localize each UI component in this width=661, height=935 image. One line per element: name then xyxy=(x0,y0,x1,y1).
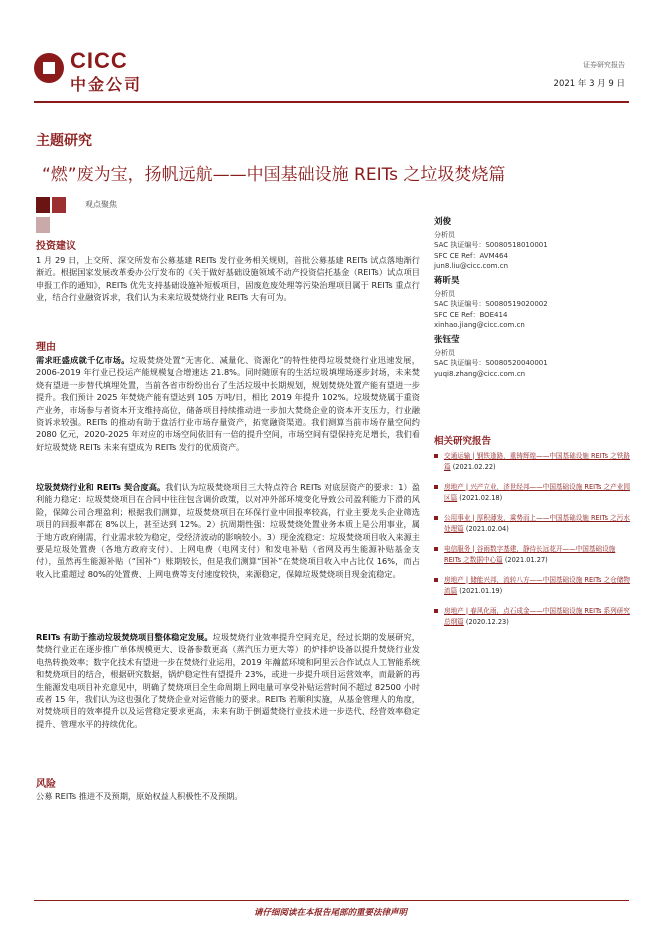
section-heading: 主题研究 xyxy=(36,133,92,149)
reason-paragraph-3 xyxy=(36,631,420,730)
investment-body: 1 月 29 日，上交所、深交所发布公募基建 REITs 发行业务相关规则，首批公募基建 REITs 试点落地渐行渐近。根据国家发展改革委办公厅发布的《关于做好基础设施领域不动产投资信托基金（REITs）试点项目申报工作的通知》，REITs 优先支持基础设施补短板项目，固废危废处理等污染治理项目属于 REITs 重点行业，结合行业融资诉求，我们认为未来垃圾焚烧行业 REITs 大有可为。 xyxy=(36,255,420,303)
related-report-item[interactable] xyxy=(434,575,634,597)
related-report-item[interactable] xyxy=(434,482,634,504)
bullet-icon xyxy=(434,547,438,551)
tag-block-dark xyxy=(36,197,50,213)
related-report-item[interactable] xyxy=(434,606,634,628)
analyst-block-1 xyxy=(434,217,548,272)
reason-paragraph-2 xyxy=(36,481,420,580)
bullet-icon xyxy=(434,516,438,520)
analyst-name: 蒋昕昊 xyxy=(434,276,460,286)
analyst-role: 分析员 xyxy=(434,348,455,357)
reason-3-text: 垃圾焚烧行业效率提升空间充足，经过长期的发展研究，焚烧行业正在逐步推广单体规模更大、设备参数更高（蒸汽压力更大等）的炉排炉设备以提升焚烧行业发电热转换效率；数字化技术有望进一步在焚烧行业运用，2019 年瀚蓝环境和阿里云合作试点人工智能系统和焚烧项目的结合，根据研究数据，锅炉稳定性有望提升 23%，或进一步提升项目运营效率，而最新的再生能源发电项目补充意见中，明确了焚烧项目全生命周期上网电量可享受补贴运营时间不超过 82500 小时或者 15 年，我们认为这也强化了焚烧企业对运营能力的要求。REITs 若顺利实施，从基金管理人的角度，对焚烧项目的效率提升以及运营稳定要求更高，未来有助于倒逼焚烧行业技术进一步迭代、经营效率稳定提升、管理水平的持续优化。 xyxy=(36,632,420,729)
header-divider xyxy=(34,101,629,103)
reason-paragraph-1 xyxy=(36,354,420,453)
related-report-date: (2021.01.27) xyxy=(504,556,548,564)
footer-divider xyxy=(34,900,629,901)
analyst-name: 刘俊 xyxy=(434,217,452,227)
reason-1-text: 垃圾焚烧处置“无害化、减量化、资源化”的特性使得垃圾焚烧行业迅速发展，2006-2019 年行业已投运产能规模复合增速达 21.8%。同时随原有的生活垃圾填埋场逐步封场，未来焚烧有望进一步替代填埋处置，当前各省市纷纷出台了生活垃圾中长期规划，规划焚烧处置产能有望进一步提升。我们预计 2025 年焚烧产能有望达到 105 万吨/日，相比 2019 年提升 102%。垃圾焚烧属于重资产业务，市场参与者资本开支维持高位，储备项目持续推动进一步加大焚烧企业的资本开支压力，行业融资诉求较强。REITs 的推动有助于盘活行业市场存量资产，拓宽融资渠道。我们测算当前市场存量空间约 2080 亿元，2020-2025 年对应的市场空间依旧有一倍的提升空间，市场空间有望保持充足增长，我们看好垃圾焚烧 REITs 未来有望成为 REITs 发行的优质资产。 xyxy=(36,355,420,452)
analyst-sac: SAC 执证编号：S0080518010001 xyxy=(434,241,548,249)
tag-color-blocks xyxy=(36,197,82,213)
related-report-link[interactable]: 房地产 | 兴产立业，济世经邦——中国基础设施 REITs 之产业园区篇 xyxy=(444,483,630,502)
related-report-link[interactable]: 公用事业 | 厚积薄发，乘势而上——中国基础设施 REITs 之污水处理篇 xyxy=(444,514,630,533)
analyst-email[interactable]: xinhao.jiang@cicc.com.cn xyxy=(434,321,525,329)
related-report-date: (2021.01.19) xyxy=(459,587,503,595)
risk-heading: 风险 xyxy=(36,779,56,790)
related-report-link[interactable]: 电信服务 | 谷雨数字基建，静待长远花开——中国基础设施 REITs 之数据中心篇 xyxy=(444,545,616,564)
analyst-sfc: SFC CE Ref：BOE414 xyxy=(434,310,508,319)
related-report-link[interactable]: 交通运输 | 钢铁逢路，重铸辉煌——中国基础设施 REITs 之铁路篇 xyxy=(444,452,630,471)
related-reports-list xyxy=(434,451,634,637)
footer-disclaimer: 请仔细阅读在本报告尾部的重要法律声明 xyxy=(253,908,407,918)
tag-block-mid xyxy=(52,197,66,213)
analyst-email[interactable]: yuqi8.zhang@cicc.com.cn xyxy=(434,369,526,378)
risk-body: 公募 REITs 推进不及预期，原始权益人积极性不及预期。 xyxy=(36,791,243,801)
bullet-icon xyxy=(434,485,438,489)
reasons-heading: 理由 xyxy=(36,342,56,353)
analyst-sac: SAC 执证编号：S0080520040001 xyxy=(434,359,548,367)
cicc-logo-icon xyxy=(34,53,64,83)
related-report-date: (2021.02.22) xyxy=(452,463,496,471)
reason-1-lead: 需求旺盛成就千亿市场。 xyxy=(36,355,130,365)
page-title: “燃”废为宝，扬帆远航——中国基础设施 REITs 之垃圾焚烧篇 xyxy=(42,165,506,185)
related-report-link[interactable]: 房地产 | 春风化雨，点石成金——中国基础设施 REITs 系列研究总纲篇 xyxy=(444,607,630,626)
analyst-role: 分析员 xyxy=(434,230,455,239)
analyst-sac: SAC 执证编号：S0080519020002 xyxy=(434,300,548,308)
logo-text-zh: 中金公司 xyxy=(70,75,143,94)
related-reports-heading: 相关研究报告 xyxy=(434,436,492,447)
analyst-name: 张钰莹 xyxy=(434,335,460,345)
related-report-link[interactable]: 房地产 | 储能兴邦，流转八方——中国基础设施 REITs 之仓储物流篇 xyxy=(444,576,630,595)
tag-block-light xyxy=(36,217,50,233)
tag-label: 观点聚焦 xyxy=(85,200,117,209)
bullet-icon xyxy=(434,609,438,613)
analyst-email[interactable]: jun8.liu@cicc.com.cn xyxy=(434,262,508,270)
analyst-role: 分析员 xyxy=(434,289,455,298)
reason-3-lead: REITs 有助于推动垃圾焚烧项目整体稳定发展。 xyxy=(36,632,213,642)
analyst-block-3 xyxy=(434,335,548,379)
analyst-sfc: SFC CE Ref：AVM464 xyxy=(434,251,508,260)
related-report-item[interactable] xyxy=(434,544,634,566)
logo-text-en: CICC xyxy=(70,48,128,73)
reason-2-lead: 垃圾焚烧行业和 REITs 契合度高。 xyxy=(36,482,166,492)
report-date: 2021 年 3 月 9 日 xyxy=(553,79,625,89)
related-report-item[interactable] xyxy=(434,513,634,535)
bullet-icon xyxy=(434,578,438,582)
related-report-date: (2020.12.23) xyxy=(465,618,509,626)
related-report-item[interactable] xyxy=(434,451,634,473)
investment-heading: 投资建议 xyxy=(36,241,76,252)
related-report-date: (2021.02.18) xyxy=(459,494,503,502)
analyst-block-2 xyxy=(434,276,548,331)
bullet-icon xyxy=(434,454,438,458)
reason-2-text: 我们认为垃圾焚烧项目三大特点符合 REITs 对底层资产的要求：1）盈利能力稳定：垃圾焚烧项目在合同中往往包含调价政策，以对冲外部环境变化导致公司盈利能力下滑的风险，保障公司合理盈利；根据我们测算，垃圾焚烧项目在环保行业中回报率较高，行业主要龙头企业筛选项目的回报率都在 8%以上，甚至达到 12%。2）抗周期性强：垃圾焚烧处置业务本质上是公用事业，属于地方政府刚需，行业需求较为稳定，受经济波动的影响较小。3）现金流稳定：垃圾焚烧项目收入来源主要是垃圾处置费（各地方政府支付）、上网电费（电网支付）和发电补贴（省网及再生能源补贴基金支付），虽然再生能源补贴（“国补”）账期较长，但是我们测算“国补”在焚烧项目收入中占比仅 16%，而占收入比重超过 80%的处置费、上网电费等支付速度较快，来源稳定，保障垃圾焚烧项目现金流稳定。 xyxy=(36,482,420,579)
report-type-label: 证券研究报告 xyxy=(583,61,625,69)
related-report-date: (2021.02.04) xyxy=(465,525,509,533)
